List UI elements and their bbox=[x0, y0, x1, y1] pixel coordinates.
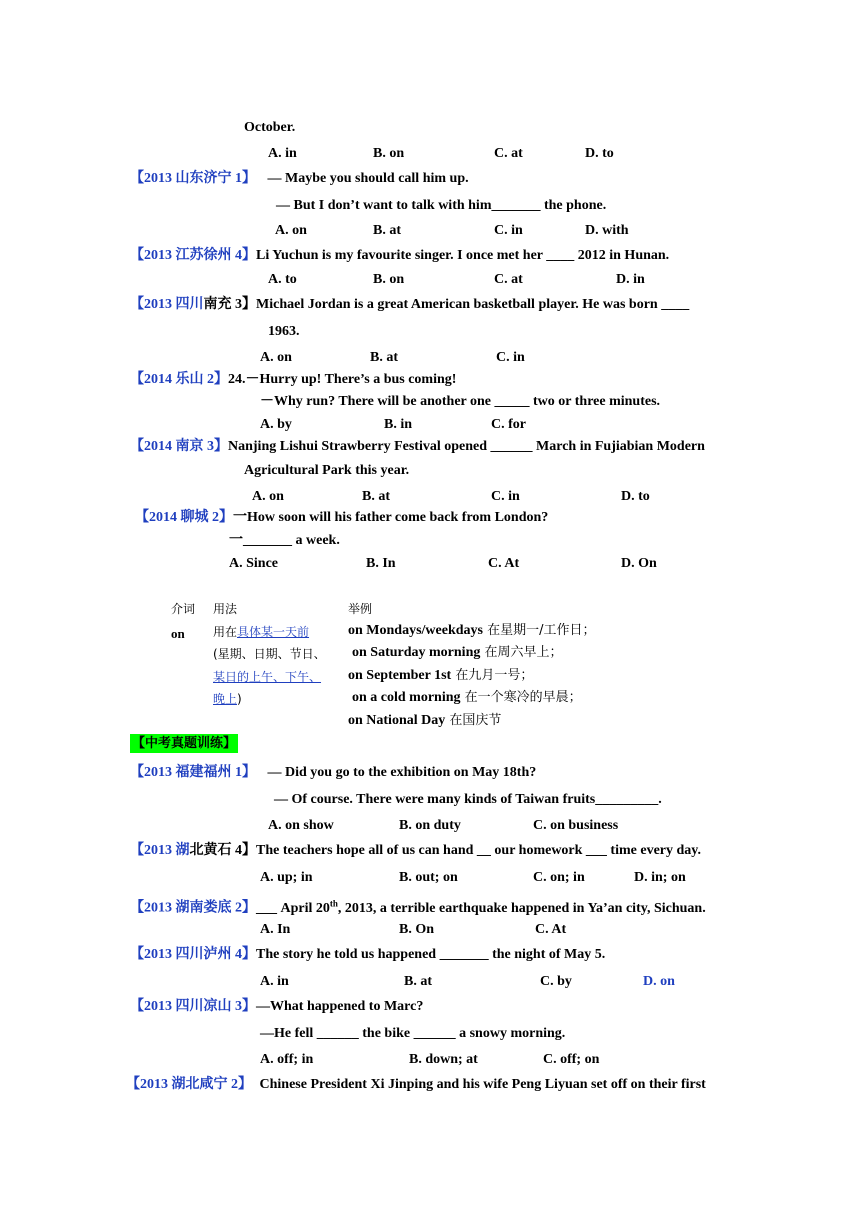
option-a: A. in bbox=[260, 974, 289, 989]
preposition-on: on bbox=[171, 626, 185, 641]
question-text: — Did you go to the exhibition on May 18th? bbox=[267, 765, 537, 780]
question-line: —He fell ______ the bike ______ a snowy morning. bbox=[260, 1026, 566, 1041]
option-b: B. On bbox=[399, 922, 435, 937]
usage-link[interactable]: 晚上 bbox=[213, 692, 238, 706]
option-b: B. down; at bbox=[409, 1052, 478, 1067]
option-a: A. by bbox=[260, 417, 292, 432]
option-a: A. on show bbox=[268, 818, 334, 833]
question-line: 1963. bbox=[268, 324, 300, 339]
option-a: A. to bbox=[268, 272, 297, 287]
option-c: C. at bbox=[494, 146, 523, 161]
question-item bbox=[126, 1076, 706, 1094]
option-a: A. in bbox=[268, 146, 297, 161]
question-text: —What happened to Marc? bbox=[256, 999, 424, 1014]
option-b: B. at bbox=[370, 350, 398, 365]
option-b: B. at bbox=[373, 223, 401, 238]
question-item bbox=[130, 438, 705, 456]
example-line: on Mondays/weekdays 在星期一/工作日； bbox=[348, 623, 596, 638]
question-text: Nanjing Lishui Strawberry Festival opened ______ March in Fujiabian Modern bbox=[228, 439, 705, 454]
header-preposition: 介词 bbox=[171, 602, 196, 616]
question-text: — Maybe you should call him up. bbox=[267, 171, 469, 186]
option-a: A. Since bbox=[229, 556, 278, 571]
usage-line-2: (星期、日期、节日、 bbox=[213, 647, 326, 661]
question-text: Michael Jordan is a great American basketball player. He was born ____ bbox=[256, 297, 690, 312]
source-tag: 【2013 四川泸州 4】 bbox=[130, 947, 256, 962]
header-example: 举例 bbox=[348, 602, 373, 616]
option-c: C. At bbox=[488, 556, 520, 571]
question-text: The story he told us happened _______ the night of May 5. bbox=[256, 947, 606, 962]
option-a: A. In bbox=[260, 922, 291, 937]
question-item bbox=[130, 296, 689, 314]
option-b: B. in bbox=[384, 417, 413, 432]
question-item bbox=[130, 170, 469, 188]
source-tag: 【2013 山东济宁 1】 bbox=[130, 171, 256, 186]
example-line: on Saturday morning 在周六早上； bbox=[352, 645, 563, 660]
source-tag: 【2014 乐山 2】 bbox=[130, 372, 228, 387]
question-item bbox=[130, 371, 456, 389]
option-d-answer: D. on bbox=[643, 974, 675, 989]
source-tag: 【2013 四川南充 3】 bbox=[130, 297, 256, 312]
option-a: A. up; in bbox=[260, 870, 313, 885]
usage-line-1: 用在具体某一天前 bbox=[213, 625, 310, 639]
source-tag: 【2014 聊城 2】 bbox=[135, 510, 233, 525]
question-line: — But I don’t want to talk with him_______ the phone. bbox=[276, 198, 607, 213]
option-d: D. On bbox=[621, 556, 657, 571]
option-c: C. at bbox=[494, 272, 523, 287]
option-b: B. on bbox=[373, 146, 405, 161]
question-text: 一How soon will his father come back from London? bbox=[233, 510, 549, 525]
option-c: C. in bbox=[496, 350, 525, 365]
option-c: C. in bbox=[494, 223, 523, 238]
option-d: D. with bbox=[585, 223, 629, 238]
option-d: D. to bbox=[621, 489, 650, 504]
option-c: C. At bbox=[535, 922, 567, 937]
question-text: Li Yuchun is my favourite singer. I once met her ____ 2012 in Hunan. bbox=[256, 248, 670, 263]
question-line: Agricultural Park this year. bbox=[244, 463, 410, 478]
source-tag: 【2013 湖北咸宁 2】 bbox=[126, 1077, 252, 1092]
question-item bbox=[130, 998, 423, 1016]
option-a: A. on bbox=[252, 489, 284, 504]
source-tag: 【2013 四川凉山 3】 bbox=[130, 999, 256, 1014]
option-a: A. off; in bbox=[260, 1052, 314, 1067]
question-item bbox=[130, 946, 605, 964]
option-c: C. off; on bbox=[543, 1052, 600, 1067]
option-c: C. by bbox=[540, 974, 572, 989]
question-line: －Why run? There will be another one _____ two or three minutes. bbox=[260, 394, 661, 409]
usage-link[interactable]: 某日的上午、下午、 bbox=[213, 670, 322, 684]
option-d: D. to bbox=[585, 146, 614, 161]
option-b: B. at bbox=[404, 974, 432, 989]
source-tag: 【2013 湖南娄底 2】 bbox=[130, 900, 256, 916]
source-tag: 【2013 福建福州 1】 bbox=[130, 765, 256, 780]
question-item bbox=[130, 842, 701, 860]
usage-line-3 bbox=[213, 668, 321, 686]
header-usage: 用法 bbox=[213, 602, 238, 616]
source-tag: 【2014 南京 3】 bbox=[130, 439, 228, 454]
section-title: 【中考真题训练】 bbox=[132, 736, 237, 751]
option-b: B. on bbox=[373, 272, 405, 287]
usage-line-4: 晚上) bbox=[213, 692, 242, 706]
source-tag: 【2013 江苏徐州 4】 bbox=[130, 248, 256, 263]
example-line: on a cold morning 在一个寒冷的早晨； bbox=[352, 690, 582, 705]
question-item bbox=[135, 509, 548, 527]
question-text: The teachers hope all of us can hand __ our homework ___ time every day. bbox=[256, 843, 702, 858]
option-a: A. on bbox=[275, 223, 307, 238]
option-c: C. in bbox=[491, 489, 520, 504]
question-item bbox=[130, 894, 706, 918]
question-text: ___ April 20th, 2013, a terrible earthquake happened in Ya’an city, Sichuan. bbox=[256, 898, 706, 916]
option-c: C. for bbox=[491, 417, 526, 432]
question-item bbox=[130, 764, 536, 782]
source-tag: 【2013 湖北黄石 4】 bbox=[130, 843, 256, 858]
example-line: on National Day 在国庆节 bbox=[348, 713, 502, 728]
question-text: 24.－Hurry up! There’s a bus coming! bbox=[228, 372, 457, 387]
option-b: B. at bbox=[362, 489, 390, 504]
question-item bbox=[130, 247, 669, 265]
option-c: C. on business bbox=[533, 818, 619, 833]
question-line: 一_______ a week. bbox=[229, 533, 340, 548]
option-c: C. on; in bbox=[533, 870, 585, 885]
option-d: D. in bbox=[616, 272, 645, 287]
option-a: A. on bbox=[260, 350, 292, 365]
option-b: B. out; on bbox=[399, 870, 458, 885]
option-b: B. In bbox=[366, 556, 396, 571]
example-line: on September 1st 在九月一号； bbox=[348, 668, 534, 683]
usage-link[interactable]: 具体某一天前 bbox=[237, 625, 310, 639]
question-line: — Of course. There were many kinds of Taiwan fruits_________. bbox=[274, 792, 662, 807]
question-line: October. bbox=[244, 120, 296, 135]
option-b: B. on duty bbox=[399, 818, 461, 833]
option-d: D. in; on bbox=[634, 870, 686, 885]
question-text: Chinese President Xi Jinping and his wife Peng Liyuan set off on their first bbox=[259, 1077, 706, 1092]
